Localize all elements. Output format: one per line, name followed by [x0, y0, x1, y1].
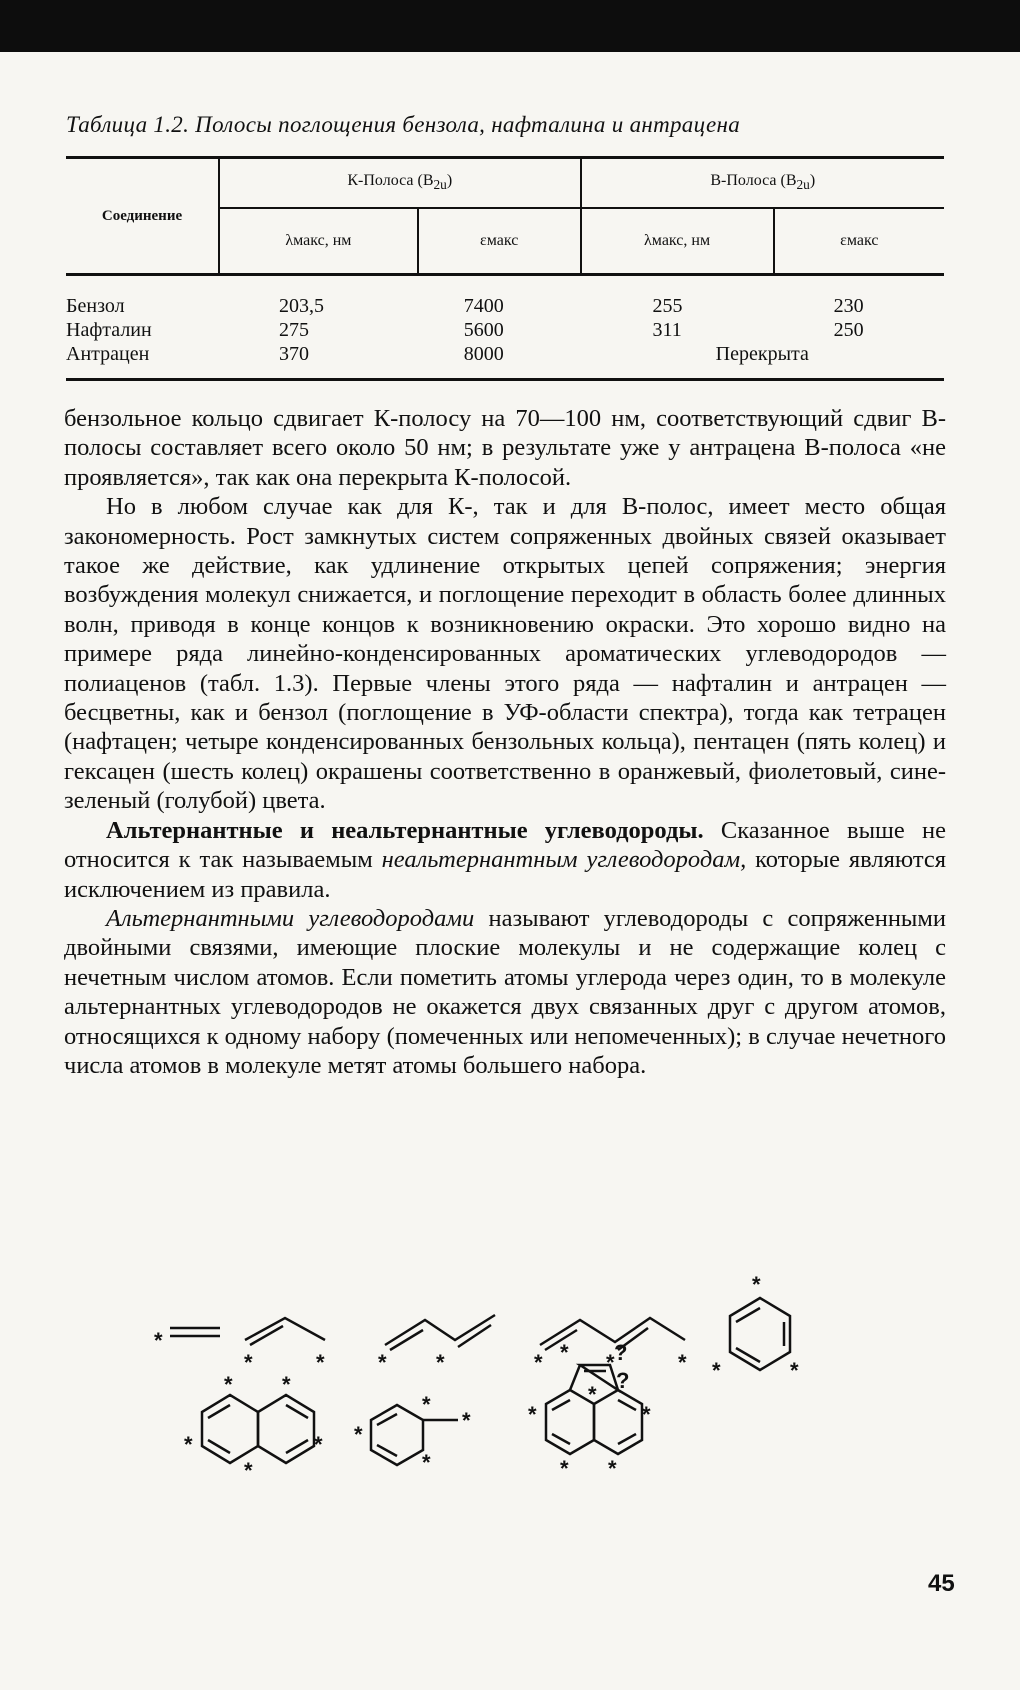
paragraph-3: Альтернантные и неальтернантные углеводороды. Сказанное выше не относится к так называемым неальтернантным углеводородам, которые являются исключением из правила.: [64, 816, 947, 903]
naphthalene-structure: [202, 1395, 314, 1463]
cell-k-lambda: 203,5: [279, 295, 324, 317]
svg-text:*: *: [752, 1272, 761, 1297]
header-k-eps: εмакс: [418, 208, 581, 275]
cell-k-lambda: 370: [219, 342, 418, 380]
svg-text:*: *: [154, 1328, 163, 1353]
table-caption: Таблица 1.2. Полосы поглощения бензола, нафталина и антрацена: [66, 112, 740, 137]
header-compound: Соединение: [66, 158, 219, 275]
svg-text:*: *: [314, 1432, 323, 1457]
paragraph-1: бензольное кольцо сдвигает К-полосу на 70—100 нм, соответствующий сдвиг В-полосы составляет всего около 50 нм; в результате уже у антрацена В-полоса «не проявляется», так как она перекрыта К-полосой.: [64, 405, 946, 491]
svg-text:*: *: [244, 1458, 253, 1483]
svg-text:*: *: [422, 1450, 431, 1475]
svg-text:*: *: [534, 1350, 543, 1375]
cell-b-eps: 230: [833, 295, 864, 317]
svg-text:*: *: [678, 1350, 687, 1375]
svg-text:?: ?: [616, 1368, 630, 1393]
cell-b-eps: 250: [833, 319, 864, 341]
benzyl-structure: [371, 1405, 458, 1465]
svg-text:*: *: [608, 1456, 617, 1481]
table-row: [66, 342, 944, 380]
cell-name: Нафталин: [66, 319, 152, 341]
cell-b-lambda: 311: [652, 319, 682, 341]
svg-text:*: *: [560, 1340, 569, 1365]
svg-text:*: *: [606, 1350, 615, 1375]
cell-k-lambda: 275: [279, 319, 309, 341]
cell-k-eps: 5600: [463, 319, 504, 341]
page-top-edge: [0, 0, 1020, 52]
svg-text:?: ?: [614, 1340, 628, 1365]
svg-text:*: *: [224, 1372, 233, 1397]
paragraph-2: Но в любом случае как для К-, так и для В-полос, имеет место общая закономерность. Рост замкнутых систем сопряженных двойных связей оказывает такое же действие, как удлинение открытых цепей сопряжения; энергия возбуждения молекул снижается, и поглощение переходит в область более длинных волн, приводя в конце концов к возникновению окраски. Это хорошо видно на примере ряда линейно-конденсированных ароматических углеводородов — полиаценов (табл. 1.3). Первые члены этого ряда — нафталин и антрацен — бесцветны, как и бензол (поглощение в УФ-области спектра), тогда как тетрацен (нафтацен; четыре конденсированных бензольных кольца), пентацен (пять колец) и гексацен (шесть колец) окрашены соответственно в оранжевый, фиолетовый, сине-зеленый (голубой) цвета.: [64, 493, 946, 815]
header-b-lambda: λмакс, нм: [581, 208, 774, 275]
svg-text:*: *: [244, 1350, 253, 1375]
butadiene-structure: [385, 1315, 495, 1350]
alternant-structures-figure: [140, 1270, 900, 1600]
header-k-lambda: λмакс, нм: [219, 208, 418, 275]
header-k-band: К-Полоса $(B_{2u})$: [219, 158, 581, 209]
svg-text:*: *: [316, 1350, 325, 1375]
cell-k-eps: 8000: [418, 342, 581, 380]
absorption-table: [66, 156, 944, 381]
ethylene-structure: [170, 1328, 220, 1336]
svg-text:*: *: [378, 1350, 387, 1375]
paragraph-4: Альтернантными углеводородами называют углеводороды с сопряженными двойными связями, имеющие плоские молекулы и не содержащие колец с нечетным числом атомов. Если пометить атомы углерода через один, то в молекуле альтернантных углеводородов не окажется двух связанных друг с другом атомов, относящихся к одному набору (помеченных или непомеченных); в случае нечетного числа атомов в молекуле метят атомы большего набора.: [64, 904, 947, 1079]
benzene-structure: [730, 1298, 790, 1370]
cell-k-eps: 7400: [463, 295, 504, 317]
cell-b-lambda: 255: [652, 295, 683, 317]
cell-name: Антрацен: [66, 342, 219, 380]
term-alternant: Альтернантными углеводородами: [106, 904, 475, 932]
svg-text:*: *: [436, 1350, 445, 1375]
section-heading: Альтернантные и неальтернантные углеводороды.: [106, 816, 704, 844]
header-b-eps: εмакс: [774, 208, 944, 275]
svg-text:*: *: [712, 1358, 721, 1383]
svg-text:*: *: [528, 1402, 537, 1427]
svg-text:*: *: [588, 1382, 597, 1407]
body-text: [64, 404, 946, 1080]
cell-b-merged: Перекрыта: [581, 342, 944, 380]
header-b-band: В-Полоса $(B_{2u})$: [581, 158, 944, 209]
table-row: [66, 275, 944, 319]
allyl-structure: [245, 1318, 325, 1345]
cell-name: Бензол: [66, 295, 125, 317]
svg-text:*: *: [282, 1372, 291, 1397]
table-row: [66, 318, 944, 342]
svg-text:*: *: [422, 1392, 431, 1417]
page-number: 45: [928, 1570, 955, 1597]
svg-text:*: *: [462, 1408, 471, 1433]
svg-text:*: *: [790, 1358, 799, 1383]
svg-text:*: *: [642, 1402, 651, 1427]
svg-text:*: *: [354, 1422, 363, 1447]
svg-text:*: *: [560, 1456, 569, 1481]
svg-text:*: *: [184, 1432, 193, 1457]
